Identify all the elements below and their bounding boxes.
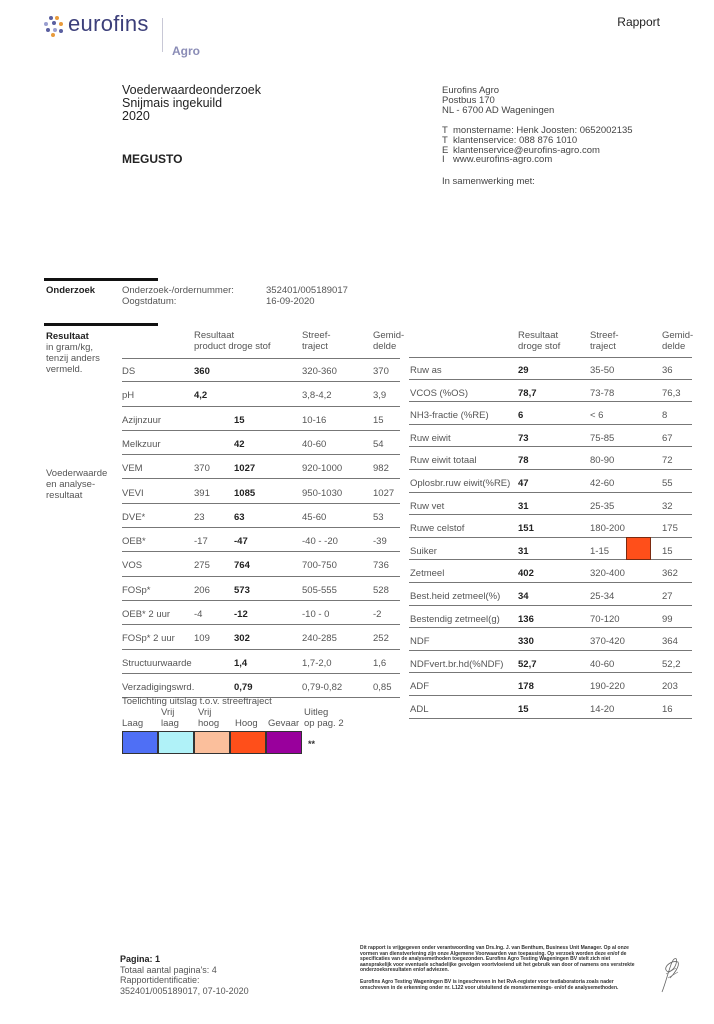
city: NL - 6700 AD Wageningen	[442, 105, 555, 116]
contact-info	[442, 126, 633, 165]
contact-website[interactable]: www.eurofins-agro.com	[453, 154, 553, 166]
row-product-value: 109	[194, 633, 210, 645]
row-drystof-value: 78,7	[518, 387, 537, 399]
row-drystof-value: 78	[518, 455, 529, 467]
legend-label-top: Vrij	[198, 707, 212, 718]
table-row	[409, 515, 692, 538]
row-drystof-value: 34	[518, 591, 529, 602]
row-target-range: 70-120	[590, 613, 620, 625]
legend-explanation-link[interactable]: op pag. 2	[304, 718, 344, 729]
row-target-range: 0,79-0,82	[302, 681, 343, 693]
row-average: 54	[373, 438, 384, 450]
row-average: 982	[373, 463, 389, 475]
row-average: 3,9	[373, 390, 387, 402]
table-row	[409, 696, 692, 719]
row-drystof-value: 0,79	[234, 681, 253, 693]
table-row	[122, 577, 400, 601]
legend-swatch-laag	[122, 731, 158, 754]
row-target-range: 10-16	[302, 414, 327, 426]
row-average: 67	[662, 432, 673, 444]
row-drystof-value: 1,4	[234, 657, 248, 669]
row-target-range: 42-60	[590, 478, 615, 489]
row-product-value: 23	[194, 511, 205, 523]
table-row	[122, 455, 400, 479]
row-label: DVE*	[122, 511, 146, 523]
row-target-range: 40-60	[590, 658, 615, 670]
table-row	[409, 628, 692, 651]
row-label: FOSp*	[122, 584, 151, 596]
row-target-range: 40-60	[302, 438, 327, 450]
side-note-line: en analyse-	[46, 479, 96, 490]
row-label: Ruw eiwit totaal	[410, 455, 477, 467]
row-label: VOS	[122, 560, 143, 572]
table-row	[409, 560, 692, 583]
row-drystof-value: 136	[518, 613, 534, 625]
row-average: -39	[373, 536, 387, 548]
header-text: traject	[590, 340, 616, 352]
row-target-range: 45-60	[302, 511, 327, 523]
row-average: 55	[662, 478, 673, 489]
contact-key: T	[442, 125, 448, 136]
row-average: 1027	[373, 487, 395, 499]
row-product-value: 206	[194, 584, 210, 596]
section-resultaat-label: Resultaat	[46, 331, 89, 342]
table-row	[409, 447, 692, 470]
row-product-value: -17	[194, 536, 208, 548]
row-drystof-value: -47	[234, 536, 248, 548]
contact-key: E	[442, 144, 449, 156]
row-drystof-value: 573	[234, 584, 250, 596]
signature-icon	[658, 952, 682, 994]
legend-label: Hoog	[235, 718, 258, 729]
contact-line	[442, 155, 633, 165]
row-target-range: 240-285	[302, 633, 337, 645]
row-average: 76,3	[662, 387, 681, 399]
row-label: FOSp* 2 uur	[122, 633, 175, 645]
header-text: delde	[662, 340, 686, 352]
disclaimer-1: Dit rapport is vrijgegeven onder verantwoording van Drs.Ing. J. van Benthum, Business Unit Manager. Op al onze vormen van dienstverlening zijn onze Algemene Voorwaarden van toepassing. Op verzoek worden deze en/of de specificaties van de analysemethoden toegezonden. Eurofins Agro Testing Wageningen BV stelt zich niet aansprakelijk voor eventuele schadelijke gevolgen voortvloeiend uit het gebruik van door of namens ons verstrekte onderzoeksresultaten en/of adviezen.	[360, 945, 635, 974]
row-drystof-value: 764	[234, 560, 250, 572]
row-average: 8	[662, 410, 668, 422]
row-drystof-value: 29	[518, 365, 529, 376]
header-text: Streef-	[302, 330, 331, 341]
table-row	[122, 625, 400, 649]
header-text: delde	[373, 340, 397, 352]
contact-email[interactable]: klantenservice@eurofins-agro.com	[453, 144, 600, 156]
row-target-range: 320-400	[590, 568, 625, 580]
row-target-range: 700-750	[302, 560, 337, 572]
harvest-date-value: 16-09-2020	[266, 296, 315, 307]
table-row	[122, 552, 400, 576]
header-text: Resultaat	[194, 330, 235, 341]
row-target-range: 25-34	[590, 591, 615, 602]
row-drystof-value: 402	[518, 568, 534, 580]
row-label: Azijnzuur	[122, 414, 162, 426]
title-line-1: Voederwaardeonderzoek	[122, 83, 261, 97]
table-row	[409, 357, 692, 380]
row-target-range: < 6	[590, 410, 604, 422]
contact-value: monstername: Henk Joosten: 0652002135	[453, 125, 633, 136]
order-number-value: 352401/005189017	[266, 285, 348, 296]
table-row	[122, 480, 400, 504]
row-label: Ruwe celstof	[410, 523, 465, 535]
unit-note-line: tenzij anders	[46, 353, 100, 364]
row-label: Ruw vet	[410, 500, 445, 512]
row-average: 52,2	[662, 658, 681, 670]
row-average: 15	[373, 414, 384, 426]
row-drystof-value: 178	[518, 681, 534, 693]
client-name: MEGUSTO	[122, 152, 183, 166]
row-average: 736	[373, 560, 389, 572]
footer-disclaimer	[360, 946, 640, 991]
row-product-value: 275	[194, 560, 210, 572]
row-label: Structuurwaarde	[122, 657, 192, 669]
table-row	[122, 674, 400, 698]
table-row	[409, 425, 692, 448]
row-target-range: 1-15	[590, 545, 610, 557]
left-header-average	[373, 331, 404, 352]
row-drystof-value: 6	[518, 410, 524, 422]
table-row	[122, 504, 400, 528]
legend-swatch-hoog	[194, 731, 230, 754]
row-drystof-value: 15	[518, 704, 529, 715]
legend-explanation-top: Uitleg	[304, 707, 329, 718]
eurofins-agro-logo	[44, 11, 214, 58]
title-line-3: 2020	[122, 109, 150, 123]
row-drystof-value: 63	[234, 511, 245, 523]
unit-note-line: in gram/kg,	[46, 342, 93, 353]
unit-note-line: vermeld.	[46, 364, 83, 375]
row-drystof-value: 52,7	[518, 658, 537, 670]
table-row	[122, 601, 400, 625]
header-text: Streef-	[590, 330, 619, 341]
side-note-line: Voederwaarde	[46, 468, 108, 479]
row-label: NDF	[410, 636, 430, 648]
suiker-high-flag	[626, 537, 651, 560]
harvest-date-label: Oogstdatum:	[122, 296, 177, 307]
table-row	[409, 583, 692, 606]
row-target-range: 320-360	[302, 366, 337, 377]
postbox: Postbus 170	[442, 95, 495, 106]
company-address	[442, 86, 554, 116]
row-average: 27	[662, 591, 673, 602]
right-header-result	[518, 331, 560, 352]
row-label: NDFvert.br.hd(%NDF)	[410, 658, 504, 670]
report-id: 352401/005189017, 07-10-2020	[120, 985, 249, 996]
row-target-range: 950-1030	[302, 487, 343, 499]
row-target-range: 370-420	[590, 636, 625, 648]
logo-subbrand: Agro	[172, 44, 200, 58]
row-label: VCOS (%OS)	[410, 387, 469, 399]
row-target-range: 190-220	[590, 681, 625, 693]
row-product-value: 391	[194, 487, 210, 499]
row-drystof-value: 31	[518, 545, 529, 557]
company-name: Eurofins Agro	[442, 85, 500, 96]
logo-wordmark: eurofins	[68, 11, 149, 36]
row-product-value: 360	[194, 366, 210, 377]
document-type: Rapport	[617, 15, 660, 29]
header-text: Gemid-	[373, 330, 405, 341]
row-average: 175	[662, 523, 678, 535]
legend-label: Laag	[122, 718, 144, 729]
left-header-result	[194, 331, 271, 352]
row-drystof-value: 1027	[234, 463, 256, 475]
legend-label: hoog	[198, 718, 220, 729]
row-label: ADF	[410, 681, 429, 693]
table-row	[122, 407, 400, 431]
row-label: DS	[122, 366, 136, 377]
row-drystof-value: 42	[234, 438, 245, 450]
side-note	[46, 468, 107, 501]
table-row	[409, 651, 692, 674]
row-label: Zetmeel	[410, 568, 445, 580]
total-pages: Totaal aantal pagina's: 4	[120, 964, 217, 975]
section-divider	[44, 323, 158, 326]
page-number: Pagina: 1	[120, 954, 161, 964]
row-drystof-value: 31	[518, 500, 529, 512]
row-target-range: -10 - 0	[302, 609, 330, 620]
row-target-range: 920-1000	[302, 463, 343, 475]
row-average: 36	[662, 365, 673, 376]
disclaimer-2: Eurofins Agro Testing Wageningen BV is ingeschreven in het RvA-register voor testlaboratoria zoals nader omschreven in de erkenning onder nr. L122 voor uitsluitend de monsternemings- en/of de analysemethoden.	[360, 978, 619, 991]
row-average: 203	[662, 681, 678, 693]
row-target-range: 35-50	[590, 365, 615, 376]
row-label: OEB* 2 uur	[122, 609, 171, 620]
contact-key: T	[442, 134, 448, 146]
legend-swatch-laag	[158, 731, 194, 754]
row-average: 99	[662, 613, 673, 625]
cooperation-label: In samenwerking met:	[442, 176, 535, 187]
header-text: product droge stof	[194, 340, 271, 352]
row-label: Verzadigingswrd.	[122, 681, 195, 693]
contact-value: klantenservice: 088 876 1010	[453, 134, 578, 146]
row-average: 16	[662, 704, 673, 715]
section-divider	[44, 278, 158, 281]
row-product-value: 4,2	[194, 390, 208, 402]
header-text: Resultaat	[518, 330, 559, 341]
side-note-line: resultaat	[46, 490, 83, 501]
section-onderzoek-label: Onderzoek	[46, 285, 96, 296]
table-row	[122, 382, 400, 406]
row-drystof-value: 47	[518, 478, 529, 489]
header-text: Gemid-	[662, 330, 694, 341]
table-row	[409, 606, 692, 629]
footer-page-info	[120, 954, 249, 996]
report-title	[122, 84, 261, 123]
row-average: 362	[662, 568, 678, 580]
row-label: Oplosbr.ruw eiwit(%RE)	[410, 478, 511, 489]
row-target-range: 73-78	[590, 387, 615, 399]
row-label: ADL	[410, 704, 429, 715]
order-number-label: Onderzoek-/ordernummer:	[122, 285, 234, 296]
row-target-range: 75-85	[590, 432, 615, 444]
header-text: droge stof	[518, 340, 561, 352]
right-header-average	[662, 331, 693, 352]
row-target-range: 505-555	[302, 584, 337, 596]
row-label: pH	[122, 390, 135, 402]
row-target-range: 25-35	[590, 500, 615, 512]
row-label: Best.heid zetmeel(%)	[410, 591, 501, 602]
row-average: 252	[373, 633, 389, 645]
row-drystof-value: 15	[234, 414, 245, 426]
row-target-range: 14-20	[590, 704, 615, 715]
unit-note	[46, 342, 100, 375]
row-average: 53	[373, 511, 384, 523]
title-line-2: Snijmais ingekuild	[122, 96, 223, 110]
row-average: 72	[662, 455, 673, 467]
legend-label: laag	[161, 718, 179, 729]
row-average: 0,85	[373, 681, 392, 693]
table-row	[122, 431, 400, 455]
table-row	[122, 358, 400, 382]
legend-label: Gevaar	[268, 718, 300, 729]
row-label: Suiker	[410, 545, 437, 557]
legend-title: Toelichting uitslag t.o.v. streeftraject	[122, 696, 272, 707]
row-product-value: 370	[194, 463, 210, 475]
row-drystof-value: -12	[234, 609, 248, 620]
row-drystof-value: 330	[518, 636, 534, 648]
contact-key: I	[442, 154, 445, 166]
row-drystof-value: 302	[234, 633, 250, 645]
table-row	[122, 528, 400, 552]
row-average: -2	[373, 609, 382, 620]
row-product-value: -4	[194, 609, 203, 620]
legend-swatch-hoog	[230, 731, 266, 754]
row-average: 1,6	[373, 657, 387, 669]
table-row	[409, 493, 692, 516]
row-average: 364	[662, 636, 678, 648]
table-row	[409, 470, 692, 493]
table-row	[409, 673, 692, 696]
row-average: 528	[373, 584, 389, 596]
row-target-range: 3,8-4,2	[302, 390, 332, 402]
row-label: NH3-fractie (%RE)	[410, 410, 489, 422]
row-label: Ruw eiwit	[410, 432, 451, 444]
row-label: OEB*	[122, 536, 146, 548]
row-average: 32	[662, 500, 673, 512]
header-text: traject	[302, 340, 328, 352]
report-id-label: Rapportidentificatie:	[120, 975, 200, 986]
row-label: VEM	[122, 463, 143, 475]
table-row	[409, 380, 692, 403]
row-average: 15	[662, 545, 673, 557]
table-row	[409, 402, 692, 425]
legend-swatch-gevaar	[266, 731, 302, 754]
row-target-range: 1,7-2,0	[302, 657, 332, 669]
legend-label-top: Vrij	[161, 707, 175, 718]
row-label: Ruw as	[410, 365, 442, 376]
table-row	[122, 650, 400, 674]
row-target-range: 80-90	[590, 455, 615, 467]
logo-dots-icon	[44, 16, 64, 36]
row-drystof-value: 1085	[234, 487, 256, 499]
row-average: 370	[373, 366, 389, 377]
legend-stars: **	[308, 739, 316, 749]
row-label: Melkzuur	[122, 438, 161, 450]
right-header-target	[590, 331, 619, 352]
row-label: VEVI	[122, 487, 144, 499]
left-header-target	[302, 331, 331, 352]
row-label: Bestendig zetmeel(g)	[410, 613, 500, 625]
row-drystof-value: 73	[518, 432, 529, 444]
logo-divider	[162, 18, 163, 52]
row-target-range: -40 - -20	[302, 536, 338, 548]
row-drystof-value: 151	[518, 523, 534, 535]
row-target-range: 180-200	[590, 523, 625, 535]
